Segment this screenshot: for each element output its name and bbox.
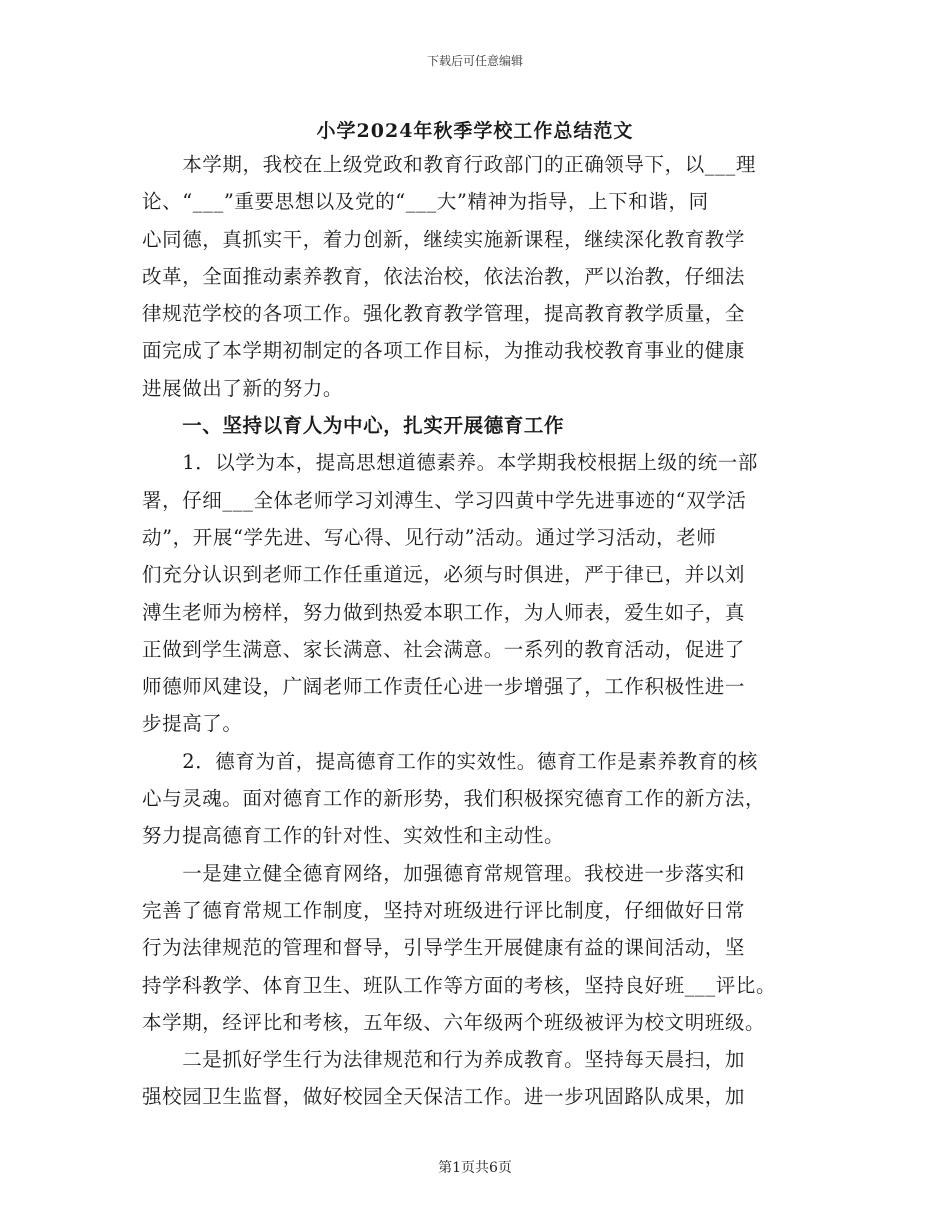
body-line: 正做到学生满意、家长满意、社会满意。一系列的教育活动，促进了	[142, 637, 746, 661]
body-line: 心同德，真抓实干，着力创新，继续实施新课程，继续深化教育教学	[142, 227, 746, 251]
body-line: 一是建立健全德育网络，加强德育常规管理。我校进一步落实和	[142, 861, 746, 885]
body-line: 努力提高德育工作的针对性、实效性和主动性。	[142, 824, 565, 848]
body-line: 论、“___”重要思想以及党的“___大”精神为指导，上下和谐，同	[142, 190, 709, 214]
body-line: 师德师风建设，广阔老师工作责任心进一步增强了，工作积极性进一	[142, 675, 746, 699]
body-line: 行为法律规范的管理和督导，引导学生开展健康有益的课间活动，坚	[142, 936, 746, 960]
body-line: 二是抓好学生行为法律规范和行为养成教育。坚持每天晨扫，加	[142, 1048, 746, 1072]
document-body	[142, 146, 810, 1116]
section-heading: 一、坚持以育人为中心，扎实开展德育工作	[142, 414, 565, 438]
document-title: 小学2024年秋季学校工作总结范文	[316, 120, 634, 142]
body-line: 2．德育为首，提高德育工作的实效性。德育工作是素养教育的核	[142, 749, 759, 773]
body-line: 署，仔细___全体老师学习刘溥生、学习四黄中学先进事迹的“双学活	[142, 488, 747, 512]
body-line: 步提高了。	[142, 712, 243, 736]
body-line: 面完成了本学期初制定的各项工作目标，为推动我校教育事业的健康	[142, 339, 746, 363]
body-line: 心与灵魂。面对德育工作的新形势，我们积极探究德育工作的新方法，	[142, 787, 766, 811]
page-header: 下载后可任意编辑	[426, 54, 523, 68]
body-line: 本学期，我校在上级党政和教育行政部门的正确领导下，以___理	[142, 153, 756, 176]
body-line: 持学科教学、体育卫生、班队工作等方面的考核，坚持良好班___评比。	[142, 973, 777, 997]
body-line: 改革，全面推动素养教育，依法治校，依法治教，严以治教，仔细法	[142, 264, 746, 288]
body-line: 律规范学校的各项工作。强化教育教学管理，提高教育教学质量，全	[142, 302, 746, 326]
body-line: 强校园卫生监督，做好校园全天保洁工作。进一步巩固路队成果，加	[142, 1085, 746, 1109]
body-line: 1．以学为本，提高思想道德素养。本学期我校根据上级的统一部	[142, 451, 759, 475]
body-line: 溥生老师为榜样，努力做到热爱本职工作，为人师表，爱生如子，真	[142, 600, 746, 624]
body-line: 完善了德育常规工作制度，坚持对班级进行评比制度，仔细做好日常	[142, 898, 746, 922]
page-footer: 第1页共6页	[438, 1160, 512, 1176]
body-line: 本学期，经评比和考核，五年级、六年级两个班级被评为校文明班级。	[142, 1010, 766, 1034]
body-line: 们充分认识到老师工作任重道远，必须与时俱进，严于律已，并以刘	[142, 563, 746, 587]
body-line: 动”，开展“学先进、写心得、见行动”活动。通过学习活动，老师	[142, 525, 717, 549]
body-line: 进展做出了新的努力。	[142, 376, 344, 400]
